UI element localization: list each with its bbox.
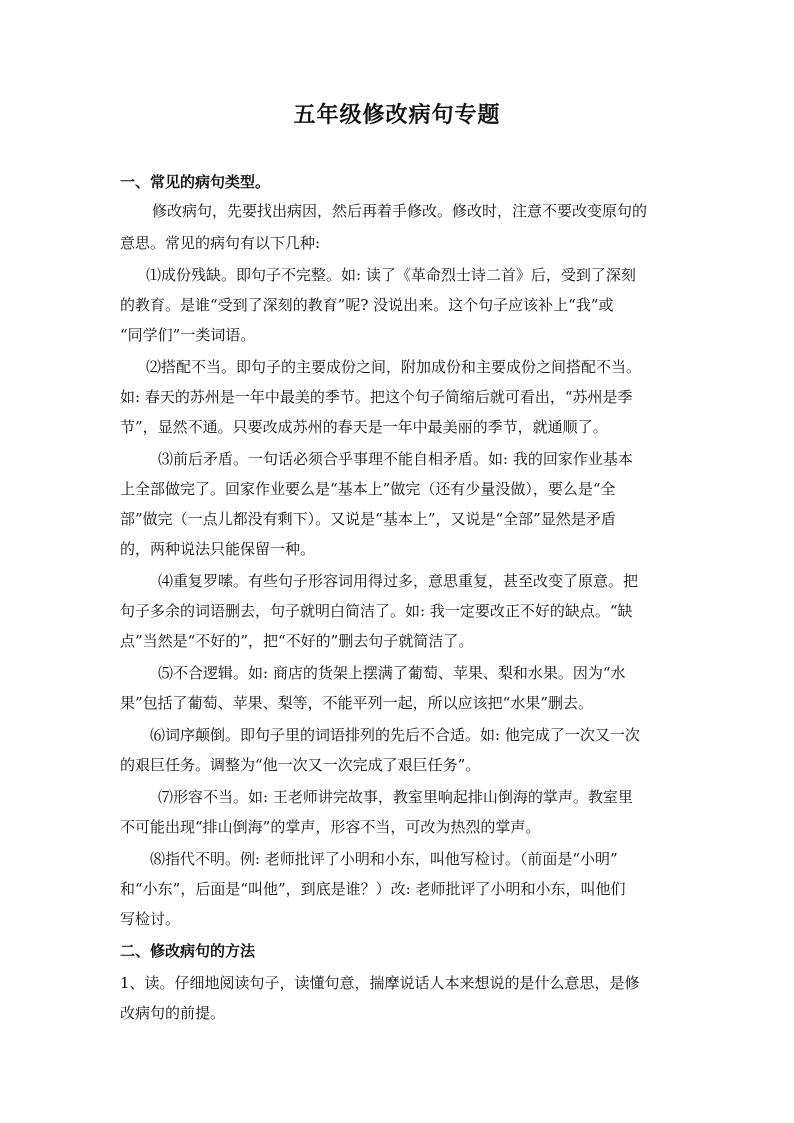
item5-line-2: 果”包括了葡萄、苹果、梨等，不能平列一起，所以应该把“水果”删去。 <box>120 694 594 712</box>
item3-line-3: 部”做完（一点儿都没有剩下）。又说是“基本上”，又说是“全部”显然是矛盾 <box>120 510 616 528</box>
item1-line-2: 的教育。是谁“受到了深刻的教育”呢? 没说出来。这个句子应该补上“我”或 <box>120 296 614 314</box>
item5-line-1: ⑸不合逻辑。如: 商店的货架上摆满了葡萄、苹果、梨和水果。因为“水 <box>158 664 626 682</box>
item6-line-2: 的艰巨任务。调整为“他一次又一次完成了艰巨任务”。 <box>120 756 481 774</box>
item4-line-2: 句子多余的词语删去，句子就明白简洁了。如: 我一定要改正不好的缺点。“缺 <box>120 602 633 620</box>
intro-line-2: 意思。常见的病句有以下几种: <box>120 234 321 252</box>
item3-line-2: 上全部做完了。回家作业要么是“基本上”做完（还有少量没做），要么是“全 <box>120 480 616 498</box>
page-title: 五年级修改病句专题 <box>293 102 501 128</box>
item4-line-3: 点”当然是“不好的”，把“不好的”删去句子就简洁了。 <box>120 632 474 650</box>
section-heading-common-types: 一、常见的病句类型。 <box>120 173 271 191</box>
item6-line-1: ⑹词序颠倒。即句子里的词语排列的先后不合适。如: 他完成了一次又一次 <box>150 726 640 744</box>
item8-line-3: 写检讨。 <box>120 910 181 928</box>
item2-line-1: ⑵搭配不当。即句子的主要成份之间，附加成份和主要成份之间搭配不当。 <box>146 358 642 376</box>
item8-line-2: 和“小东”，后面是“叫他”，到底是谁？）改: 老师批评了小明和小东，叫他们 <box>120 880 626 898</box>
item4-line-1: ⑷重复罗嗦。有些句子形容词用得过多，意思重复，甚至改变了原意。把 <box>158 572 639 590</box>
method1-line-1: 1、读。仔细地阅读句子，读懂句意，揣摩说话人本来想说的是什么意思，是修 <box>120 974 640 992</box>
item7-line-1: ⑺形容不当。如: 王老师讲完故事，教室里响起排山倒海的掌声。教室里 <box>158 788 633 806</box>
item3-line-4: 的，两种说法只能保留一种。 <box>120 540 316 558</box>
method1-line-2: 改病句的前提。 <box>120 1004 226 1022</box>
item1-line-1: ⑴成份残缺。即句子不完整。如: 读了《革命烈士诗二首》后，受到了深刻 <box>146 266 636 284</box>
item3-line-1: ⑶前后矛盾。一句话必须合乎事理不能自相矛盾。如: 我的回家作业基本 <box>158 450 633 468</box>
item1-line-3: “同学们”一类词语。 <box>120 326 256 344</box>
item7-line-2: 不可能出现“排山倒海”的掌声，形容不当，可改为热烈的掌声。 <box>120 818 541 836</box>
intro-line-1: 修改病句，先要找出病因，然后再着手修改。修改时，注意不要改变原句的 <box>152 202 648 220</box>
item2-line-2: 如: 春天的苏州是一年中最美的季节。把这个句子简缩后就可看出，“苏州是季 <box>120 388 633 406</box>
section-heading-methods: 二、修改病句的方法 <box>120 942 256 960</box>
item8-line-1: ⑻指代不明。例: 老师批评了小明和小东，叫他写检讨。（前面是“小明” <box>150 850 618 868</box>
item2-line-3: 节”，显然不通。只要改成苏州的春天是一年中最美丽的季节，就通顺了。 <box>120 418 608 436</box>
